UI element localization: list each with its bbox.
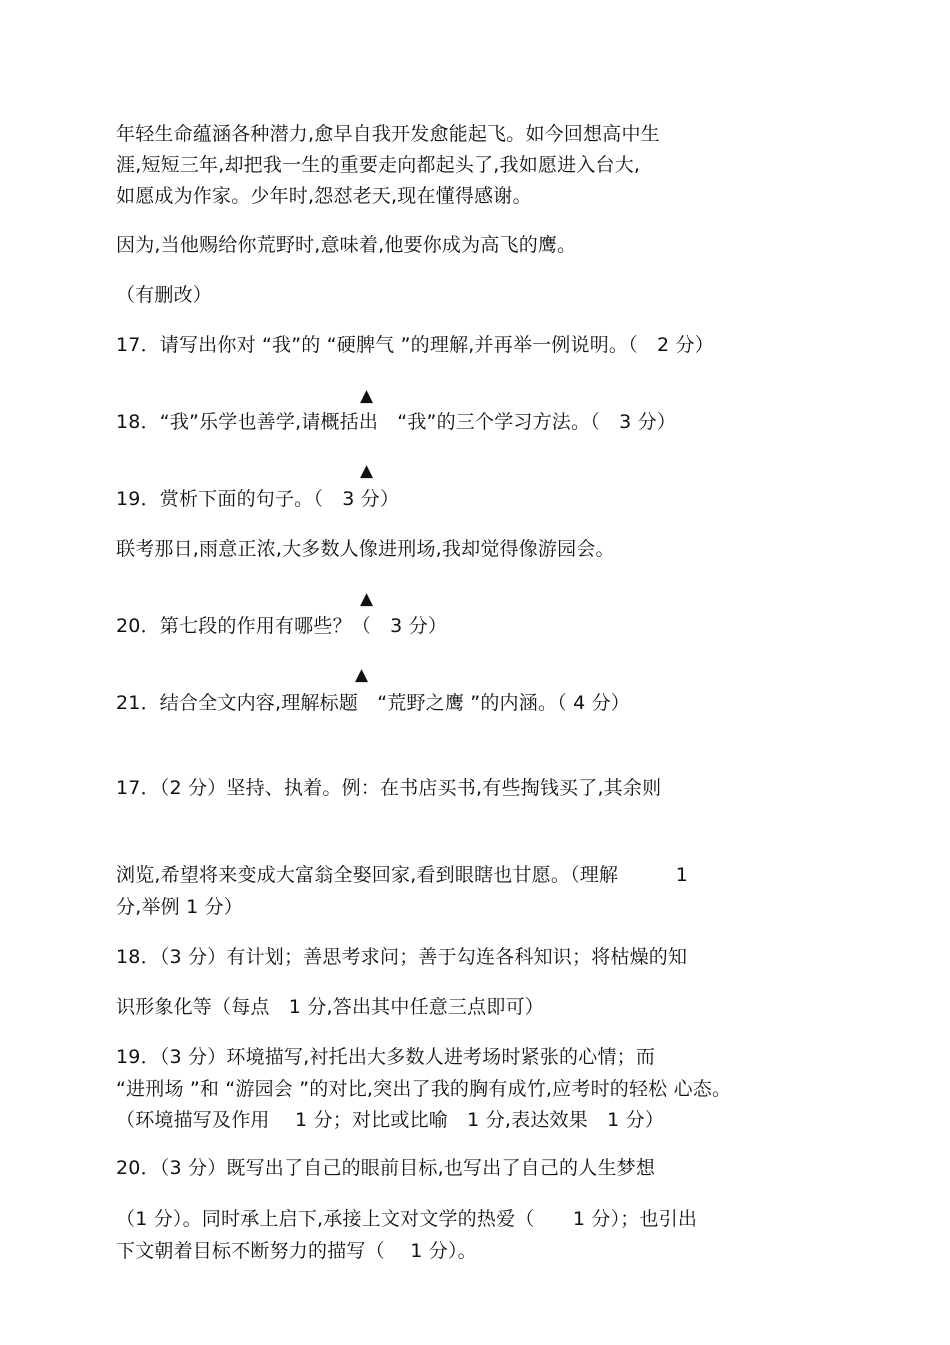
edit-note: （有删改） [116, 284, 213, 306]
question-20: 20．第七段的作用有哪些？（ 3 分） [116, 615, 448, 637]
answer-17-line-1: 17．（2 分）坚持、执着。例：在书店买书,有些掏钱买了,其余则 [116, 777, 662, 799]
passage-line-3: 如愿成为作家。少年时,怨怼老天,现在懂得感谢。 [116, 185, 532, 207]
answer-17-line-3: 分,举例 1 分） [116, 896, 244, 918]
answer-19-line-3: （环境描写及作用 1 分；对比或比喻 1 分,表达效果 1 分） [116, 1109, 665, 1131]
answer-19-line-1: 19．（3 分）环境描写,衬托出大多数人进考场时紧张的心情；而 [116, 1046, 656, 1068]
answer-20-line-1: 20．（3 分）既写出了自己的眼前目标,也写出了自己的人生梦想 [116, 1157, 656, 1179]
answer-18-line-1: 18．（3 分）有计划；善思考求问；善于勾连各科知识；将枯燥的知 [116, 946, 688, 968]
answer-marker-triangle-icon: ▲ [360, 386, 374, 406]
question-19-quote: 联考那日,雨意正浓,大多数人像进刑场,我却觉得像游园会。 [116, 538, 615, 560]
answer-18-line-2: 识形象化等（每点 1 分,答出其中任意三点即可） [116, 996, 544, 1018]
passage-line-1: 年轻生命蕴涵各种潜力,愈早自我开发愈能起飞。如今回想高中生 [116, 123, 660, 145]
passage-line-2: 涯,短短三年,却把我一生的重要走向都起头了,我如愿进入台大, [116, 154, 641, 176]
answer-marker-triangle-icon: ▲ [355, 665, 369, 685]
question-17: 17．请写出你对 “我”的 “硬脾气 ”的理解,并再举一例说明。（ 2 分） [116, 334, 714, 356]
question-18: 18．“我”乐学也善学,请概括出 “我”的三个学习方法。（ 3 分） [116, 411, 677, 433]
question-21: 21．结合全文内容,理解标题 “荒野之鹰 ”的内涵。（ 4 分） [116, 692, 631, 714]
answer-19-line-2: “进刑场 ”和 “游园会 ”的对比,突出了我的胸有成竹,应考时的轻松 心态。 [116, 1078, 732, 1100]
answer-17-line-2: 浏览,希望将来变成大富翁全娶回家,看到眼瞎也甘愿。（理解 1 [116, 864, 689, 886]
answer-marker-triangle-icon: ▲ [360, 461, 374, 481]
question-19: 19．赏析下面的句子。（ 3 分） [116, 488, 400, 510]
answer-20-line-2: （1 分）。同时承上启下,承接上文对文学的热爱（ 1 分）；也引出 [116, 1208, 698, 1230]
answer-marker-triangle-icon: ▲ [360, 589, 374, 609]
passage-line-4: 因为,当他赐给你荒野时,意味着,他要你成为高飞的鹰。 [116, 234, 577, 256]
answer-20-line-3: 下文朝着目标不断努力的描写（ 1 分）。 [116, 1240, 477, 1262]
